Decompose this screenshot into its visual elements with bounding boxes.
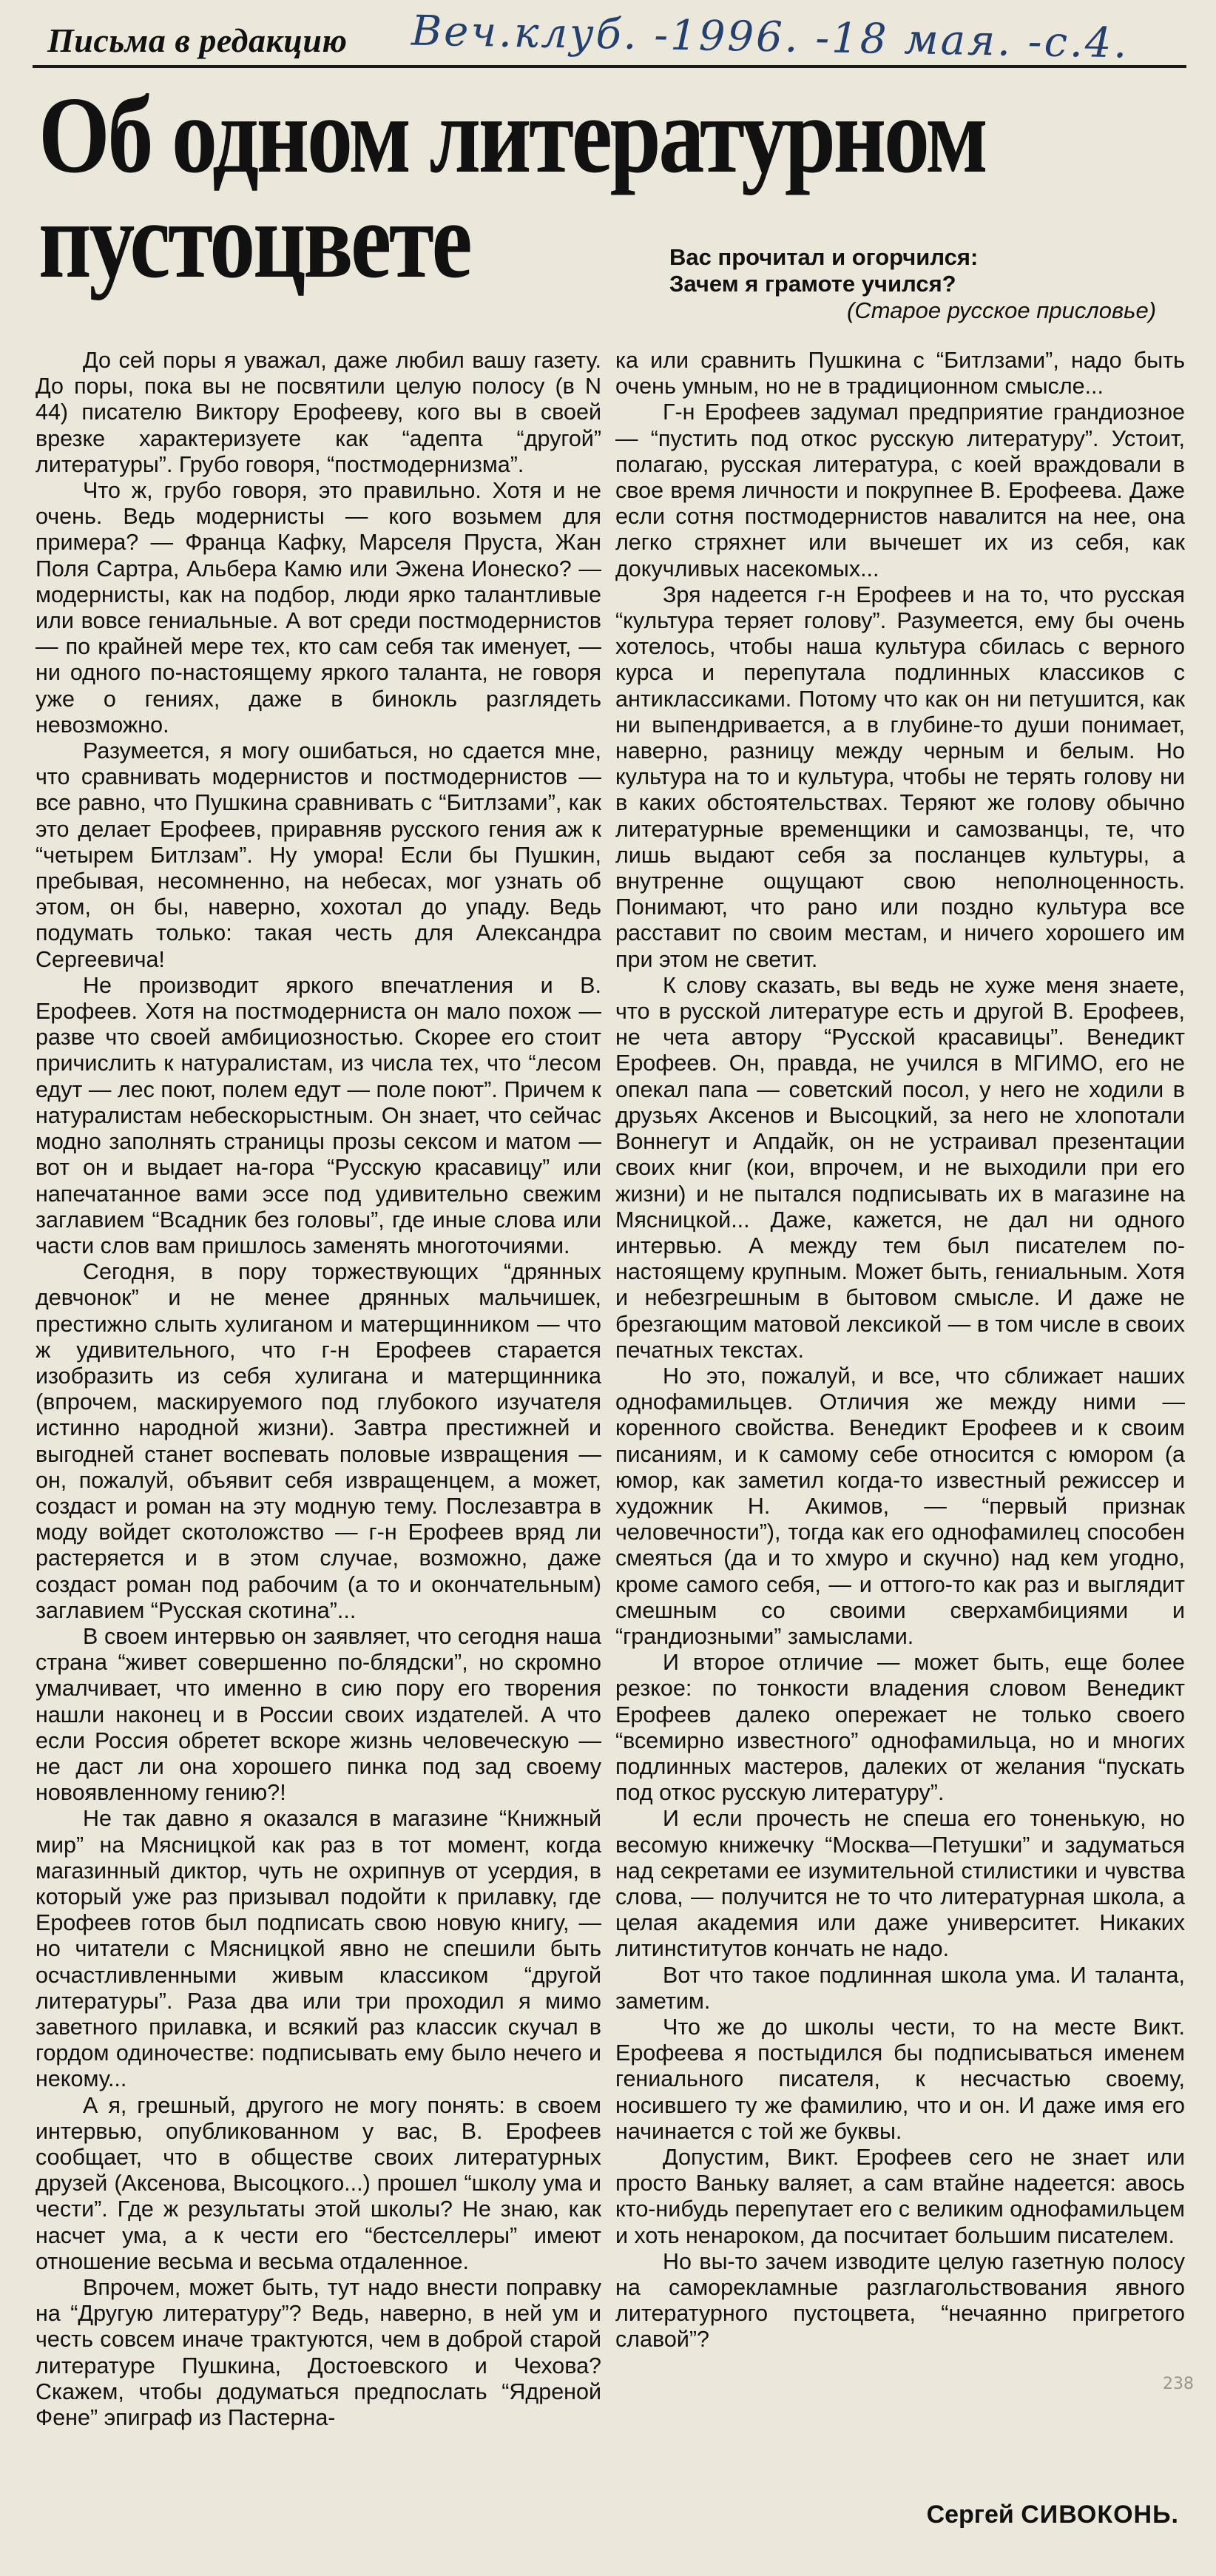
- handwritten-source-note: Веч.клуб. -1996. -18 мая. -с.4.: [411, 7, 1129, 68]
- epigraph: [669, 244, 1172, 324]
- epigraph-line-2: Зачем я грамоте учился?: [669, 271, 956, 297]
- paragraph: Впрочем, может быть, тут надо внести поправку на “Другую литературу”? Ведь, наверно, в ней ум и честь совсем иначе трактуются, чем в доброй старой литературе Пушкина, Достоевского и Чехова? Скажем, чтобы додуматься предпослать “Ядреной Фене” эпиграф из Пастерна-: [36, 2275, 601, 2431]
- paragraph: И если прочесть не спеша его тоненькую, но весомую книжечку “Москва—Петушки” и задуматься над секретами ее изумительной стилистики и чувства слова, — получится не то что литературная школа, а целая академия или даже университет. Никаких литинститутов кончать не надо.: [615, 1806, 1185, 1962]
- paragraph: Но это, пожалуй, и все, что сближает наших однофамильцев. Отличия же между ними — коренного свойства. Венедикт Ерофеев и к своим писаниям, и к самому себе относится с юмором (а юмор, как заметил когда-то известный режиссер и художник Н. Акимов, — “первый признак человечности”), тогда как его однофамилец способен смеяться (да и то хмуро и скучно) над кем угодно, кроме самого себя, — и оттого-то как раз и выглядит смешным со своими сверхамбициями и “грандиозными” замыслами.: [615, 1363, 1185, 1649]
- rubric-bar: [33, 7, 1186, 68]
- epigraph-line-1: Вас прочитал и огорчился:: [669, 244, 979, 270]
- paragraph: Разумеется, я могу ошибаться, но сдается мне, что сравнивать модернистов и постмодернистов — все равно, что Пушкина сравнивать с “Битлзами”, как это делает Ерофеев, приравняв русского гения аж к “четырем Битлзам”. Ну умора! Если бы Пушкин, пребывая, несомненно, на небесах, мог узнать об этом, он бы, наверно, хохотал до упаду. Ведь подумать только: такая честь для Александра Сергеевича!: [36, 738, 601, 972]
- paragraph: Зря надеется г-н Ерофеев и на то, что русская “культура теряет голову”. Разумеется, ему бы очень хотелось, чтобы наша культура сбилась с верного курса и перепутала подлинных классиков с антиклассиками. Потому что как он ни петушится, как ни выпендривается, а в глубине-то души понимает, наверно, разницу между черным и белым. Но культура на то и культура, чтобы не терять голову ни в каких обстоятельствах. Теряют же голову обычно литературные временщики и самозванцы, те, что лишь выдают себя за посланцев культуры, а внутренне ощущают свою неполноценность. Понимают, что рано или поздно культура все расставит по своим местам, и ничего хорошего им при этом не светит.: [615, 581, 1185, 972]
- paragraph: До сей поры я уважал, даже любил вашу газету. До поры, пока вы не посвятили целую полосу (в N 44) писателю Виктору Ерофееву, кого вы в своей врезке характеризуете как “адепта “другой” литературы”. Грубо говоря, “постмодернизма”.: [36, 348, 601, 477]
- paragraph: И второе отличие — может быть, еще более резкое: по тонкости владения словом Венедикт Ерофеев далеко опережает не только своего “всемирно известного” однофамильца, но и многих подлинных мастеров, далеких от желания “пускать под откос русскую литературу”.: [615, 1650, 1185, 1806]
- paragraph: Допустим, Викт. Ерофеев сего не знает или просто Ваньку валяет, а сам втайне надеется: авось кто-нибудь перепутает его с великим однофамильцем и хоть ненароком, да посчитает большим писателем.: [615, 2145, 1185, 2248]
- headline-line-2: пустоцвете: [38, 180, 470, 301]
- paragraph: Не так давно я оказался в магазине “Книжный мир” на Мясницкой как раз в тот момент, когда магазинный диктор, чуть не охрипнув от усердия, в который уже раз призывал подойти к прилавку, где Ерофеев готов был подписать свою новую книгу, — но читатели с Мясницкой явно не спешили быть осчастливленными живым классиком “другой литературы”. Раза два или три проходил я мимо заветного прилавка, и всякий раз классик скучал в гордом одиночестве: подписывать ему было нечего и некому...: [36, 1806, 601, 2092]
- headline-line-1: Об одном литературном: [38, 75, 986, 196]
- author-last-name: СИВОКОНЬ.: [1021, 2501, 1179, 2529]
- paragraph: Но вы-то зачем изводите целую газетную полосу на саморекламные разглагольствования явного литературного пустоцвета, “нечаянно пригретого славой”?: [615, 2248, 1185, 2353]
- paragraph: Г-н Ерофеев задумал предприятие грандиозное — “пустить под откос русскую литературу”. Устоит, полагаю, русская литература, с коей враждовали в свое время личности и покрупнее В. Ерофеева. Даже если сотня постмодернистов навалится на нее, она легко стряхнет или вычешет их из себя, как докучливых насекомых...: [615, 399, 1185, 581]
- paragraph: ка или сравнить Пушкина с “Битлзами”, надо быть очень умным, но не в традиционном смысле...: [615, 348, 1185, 399]
- paragraph: Что ж, грубо говоря, это правильно. Хотя и не очень. Ведь модернисты — кого возьмем для примера? — Франца Кафку, Марселя Пруста, Жан Поля Сартра, Альбера Камю или Эжена Ионеско? — модернисты, как на подбор, люди ярко талантливые или вовсе гениальные. А вот среди постмодернистов — по крайней мере тех, кто сам себя так именует, — ни одного по-настоящему яркого таланта, не говоря уже о гениях, даже в бинокль разглядеть невозможно.: [36, 478, 601, 738]
- pencil-page-number: 238: [1163, 2375, 1194, 2393]
- author-first-name: Сергей: [926, 2501, 1014, 2529]
- epigraph-source: (Старое русское присловье): [847, 297, 1157, 323]
- paragraph: В своем интервью он заявляет, что сегодня наша страна “живет совершенно по-блядски”, но скромно умалчивает, что именно в сию пору его творения нашли наконец и в России своих издателей. А что если Россия обретет вскоре жизнь человеческую — не даст ли она хорошего пинка под зад своему новоявленному гению?!: [36, 1623, 601, 1806]
- paragraph: А я, грешный, другого не могу понять: в своем интервью, опубликованном у вас, В. Ерофеев сообщает, что в обществе своих литературных друзей (Аксенова, Высоцкого...) прошел “школу ума и чести”. Где ж результаты этой школы? Не знаю, как насчет ума, а к чести его “бестселлеры” имеют отношение весьма и весьма отдаленное.: [36, 2092, 601, 2274]
- paragraph: Не производит яркого впечатления и В. Ерофеев. Хотя на постмодерниста он мало похож — разве что своей амбициозностью. Скорее его стоит причислить к натуралистам, из числа тех, что “лесом едут — лес поют, полем едут — поле поют”. Причем к натуралистам небескорыстным. Он знает, что сейчас модно заполнять страницы прозы сексом и матом — вот он и выдает на-гора “Русскую красавицу” или напечатанное вами эссе под удивительно свежим заглавием “Всадник без головы”, где иные слова или части слов вам пришлось заменять многоточиями.: [36, 972, 601, 1258]
- paragraph: Сегодня, в пору торжествующих “дрянных девчонок” и не менее дрянных мальчишек, престижно слыть хулиганом и матерщинником — что ж удивительного, что г-н Ерофеев старается изобразить из себя хулигана и матерщинника (впрочем, маскируемого под глубокого изучателя истинно народной жизни). Завтра престижней и выгодней станет воспевать половые извращения — он, пожалуй, объявит себя извращенцем, а может, создаст и роман на эту модную тему. Послезавтра в моду войдет скотоложство — г-н Ерофеев вряд ли растеряется и в этом случае, возможно, даже создаст роман под рабочим (а то и окончательным) заглавием “Русская скотина”...: [36, 1259, 601, 1623]
- rubric-label: Письма в редакцию: [47, 21, 348, 59]
- article-column-2: [615, 348, 1185, 2353]
- author-signature: [927, 2501, 1179, 2529]
- paragraph: Что же до школы чести, то на месте Викт. Ерофеева я постыдился бы подписываться именем гениального писателя, к несчастью своему, носившего ту же фамилию, что и он. И даже имя его начинается с той же буквы.: [615, 2014, 1185, 2144]
- paragraph: Вот что такое подлинная школа ума. И таланта, заметим.: [615, 1962, 1185, 2014]
- paragraph: К слову сказать, вы ведь не хуже меня знаете, что в русской литературе есть и другой В. Ерофеев, не чета автору “Русской красавицы”. Венедикт Ерофеев. Он, правда, не учился в МГИМО, его не опекал папа — советский посол, у него не ходили в друзьях Аксенов и Высоцкий, за него не хлопотали Воннегут и Апдайк, он не устраивал презентации своих книг (кои, впрочем, и не выходили при его жизни) и не пытался подписывать их в магазине на Мясницкой... Даже, кажется, не дал ни одного интервью. А между тем был писателем по-настоящему крупным. Может быть, гениальным. Хотя и небезгрешным в бытовом смысле. И даже не брезгающим матовой лексикой — в том числе в своих печатных текстах.: [615, 972, 1185, 1363]
- article-column-1: [36, 348, 601, 2431]
